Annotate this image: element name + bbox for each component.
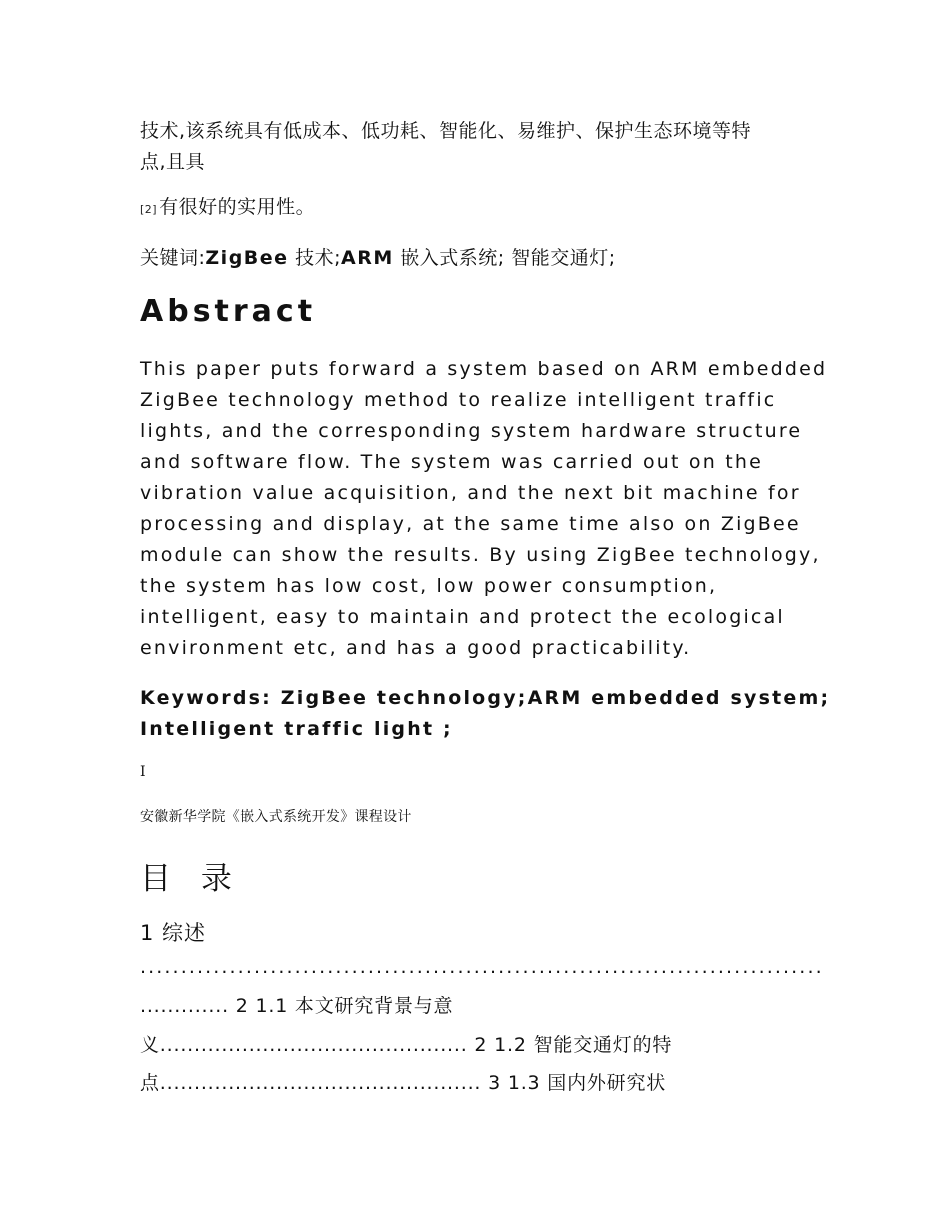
keywords-en-line-1: Keywords: ZigBee technology;ARM embedded system; — [140, 687, 831, 709]
keyword-sep-1: 技术; — [288, 247, 342, 269]
keyword-arm: ARM — [341, 247, 394, 269]
abstract-en-line: ZigBee technology method to realize intelligent traffic — [140, 389, 777, 411]
toc-entry: 义............................................. 2 1.2 智能交通灯的特 — [140, 1034, 673, 1056]
page-number: I — [140, 764, 146, 780]
toc-title: 目 录 — [140, 861, 242, 897]
abstract-en-line: module can show the results. By using ZigBee technology, — [140, 544, 821, 566]
keyword-zigbee: ZigBee — [205, 247, 289, 269]
abstract-en-line: and software flow. The system was carried out on the — [140, 451, 764, 473]
abstract-cn-line-2: 点,且具 — [140, 151, 206, 173]
abstract-en-line: This paper puts forward a system based on ARM embedded — [140, 358, 828, 380]
toc-section-1: 1 综述 — [140, 921, 207, 945]
page-header: 安徽新华学院《嵌入式系统开发》课程设计 — [140, 809, 412, 825]
keywords-cn — [140, 243, 616, 270]
abstract-en-line: processing and display, at the same time also on ZigBee — [140, 513, 801, 535]
abstract-en-line: the system has low cost, low power consumption, — [140, 575, 718, 597]
toc-entry: ............. 2 1.1 本文研究背景与意 — [140, 995, 454, 1017]
abstract-cn-line-1: 技术,该系统具有低成本、低功耗、智能化、易维护、保护生态环境等特 — [140, 120, 752, 142]
abstract-en-line: lights, and the corresponding system hardware structure — [140, 420, 803, 442]
toc-entry: 点............................................... 3 1.3 国内外研究状 — [140, 1072, 667, 1094]
toc-leader-dots: .................................................................................... — [140, 956, 824, 978]
abstract-en-line: intelligent, easy to maintain and protect the ecological — [140, 606, 785, 628]
abstract-en-line: environment etc, and has a good practicability. — [140, 637, 692, 659]
abstract-cn-tail: 有很好的实用性。 — [159, 196, 316, 218]
keywords-cn-label: 关键词: — [140, 247, 206, 269]
citation-mark: [2] — [140, 203, 158, 216]
abstract-en-line: vibration value acquisition, and the next bit machine for — [140, 482, 801, 504]
keyword-rest: 嵌入式系统; 智能交通灯; — [393, 247, 616, 269]
abstract-title: Abstract — [140, 294, 317, 329]
keywords-en-line-2: Intelligent traffic light ; — [140, 718, 453, 740]
abstract-cn-line-3 — [140, 192, 315, 225]
